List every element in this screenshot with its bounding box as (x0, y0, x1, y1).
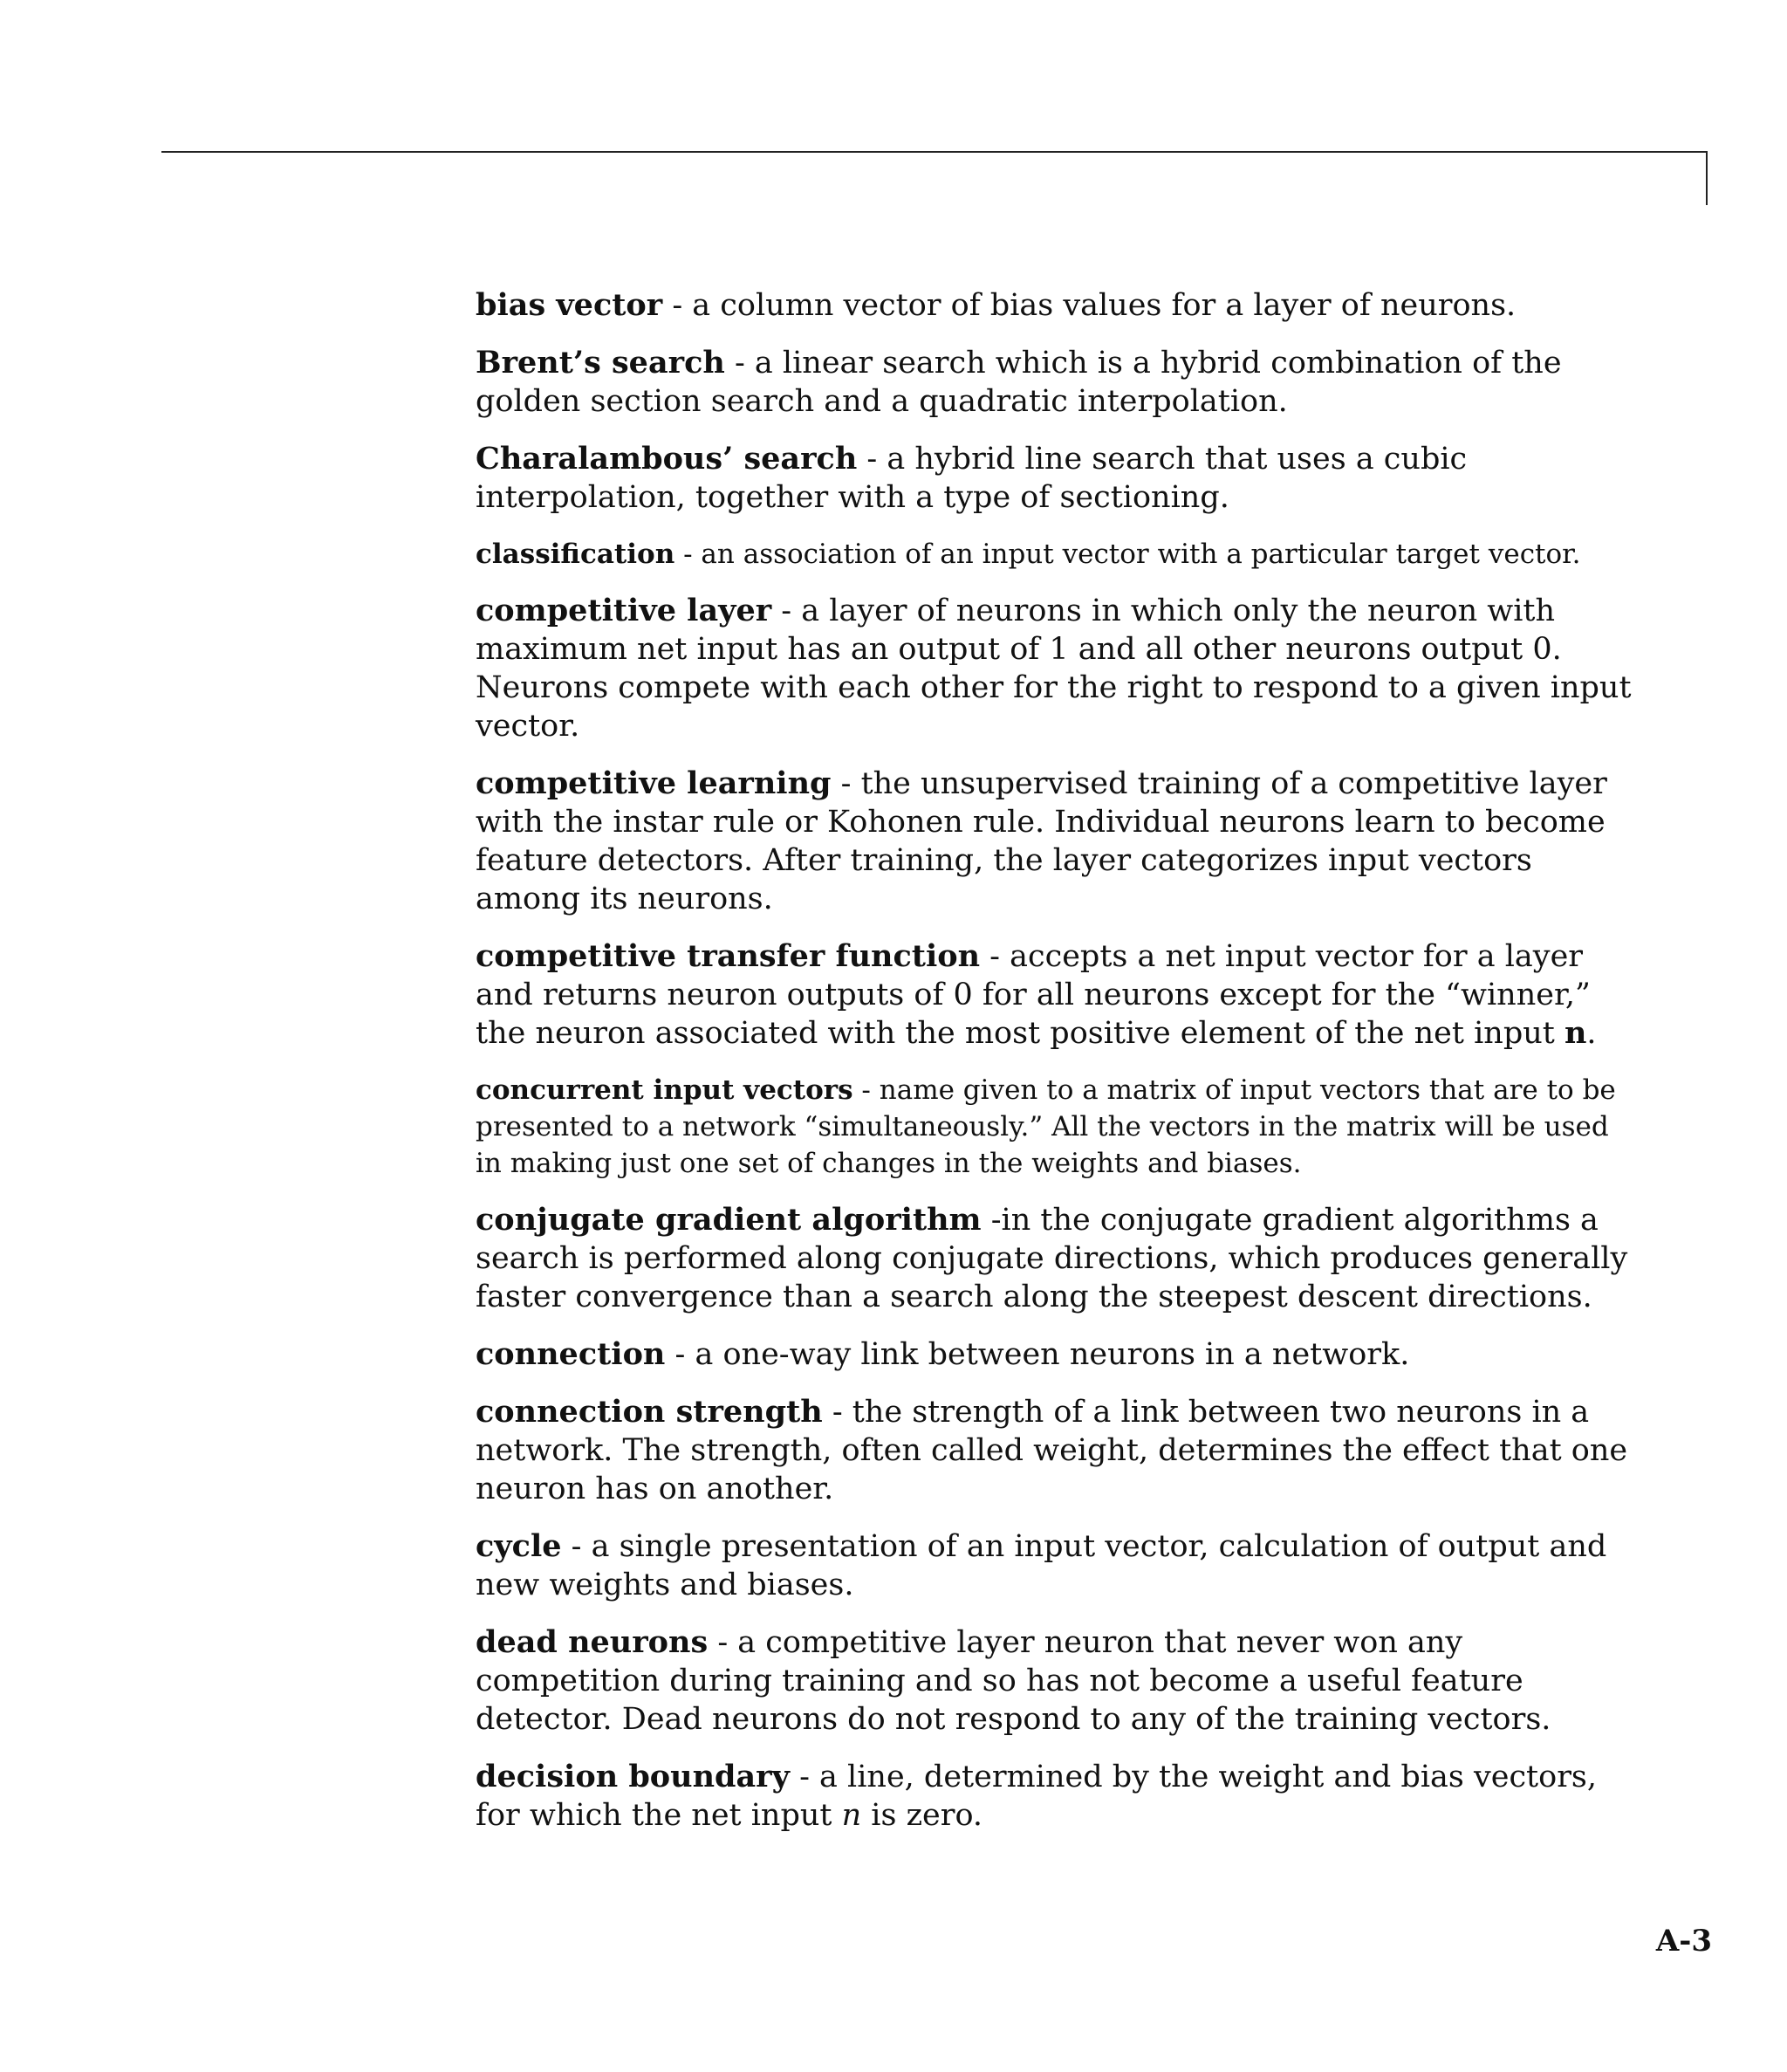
glossary-term: classification (476, 539, 675, 570)
glossary-term: bias vector (476, 287, 663, 323)
glossary-definition: - name given to a matrix of input vectors that are to be presented to a network “simultaneously.” All the vectors in the matrix will be used in making just one set of changes in the weights and biases. (476, 1074, 1616, 1179)
glossary-entry-bias-vector (476, 286, 1636, 325)
glossary-entry-brents-search (476, 344, 1636, 421)
glossary-entry-concurrent-input-vectors (476, 1072, 1636, 1182)
glossary-definition: - a one-way link between neurons in a network. (665, 1337, 1410, 1372)
glossary-definition: - a single presentation of an input vector, calculation of output and new weights and biases. (476, 1529, 1607, 1602)
header-rule (161, 151, 1708, 153)
glossary-term: connection (476, 1336, 666, 1372)
glossary-symbol-bold: n (1564, 1015, 1587, 1051)
glossary-symbol-italic: n (841, 1798, 862, 1833)
glossary-entry-classification (476, 536, 1636, 573)
glossary-definition: - an association of an input vector with a particular target vector. (674, 539, 1581, 570)
page-number: A-3 (1655, 1924, 1712, 1959)
glossary-entry-cycle (476, 1527, 1636, 1604)
glossary-definition: - a linear search which is a hybrid combination of the golden section search and a quadratic interpolation. (476, 346, 1562, 419)
glossary-definition: - a column vector of bias values for a layer of neurons. (662, 288, 1517, 323)
glossary-term: competitive transfer function (476, 938, 981, 974)
glossary-definition: - a layer of neurons in which only the neuron with maximum net input has an output of 1 and all other neurons output 0. Neurons compete with each other for the right to respond to a given input vector. (476, 593, 1632, 744)
glossary-term: competitive layer (476, 593, 772, 628)
glossary-entry-connection (476, 1335, 1636, 1374)
glossary-definition-end: is zero. (861, 1798, 983, 1833)
glossary-entry-conjugate-gradient-algorithm (476, 1201, 1636, 1316)
glossary-list (476, 286, 1636, 1854)
glossary-entry-decision-boundary (476, 1758, 1636, 1835)
glossary-entry-connection-strength (476, 1393, 1636, 1508)
glossary-term: cycle (476, 1528, 562, 1564)
glossary-term: Charalambous’ search (476, 441, 858, 477)
glossary-term: decision boundary (476, 1759, 790, 1794)
glossary-definition-end: . (1586, 1016, 1597, 1051)
glossary-definition: - the unsupervised training of a competitive layer with the instar rule or Kohonen rule. Individual neurons learn to become feature detectors. After training, the layer categorizes input vectors among its neurons. (476, 766, 1607, 916)
glossary-term: competitive learning (476, 765, 832, 801)
glossary-entry-charalambous-search (476, 440, 1636, 517)
glossary-entry-dead-neurons (476, 1623, 1636, 1739)
glossary-entry-competitive-transfer-function (476, 937, 1636, 1053)
header-corner-tick (1706, 151, 1708, 205)
glossary-definition: - accepts a net input vector for a layer and returns neuron outputs of 0 for all neurons except for the “winner,” the neuron associated with the most positive element of the net input (476, 939, 1591, 1051)
glossary-term: Brent’s search (476, 345, 725, 381)
glossary-definition: - a competitive layer neuron that never won any competition during training and so has not become a useful feature detector. Dead neurons do not respond to any of the training vectors. (476, 1625, 1551, 1737)
glossary-term: dead neurons (476, 1624, 709, 1660)
glossary-definition: - a hybrid line search that uses a cubic interpolation, together with a type of sectioning. (476, 442, 1468, 515)
glossary-term: concurrent input vectors (476, 1074, 853, 1106)
glossary-definition: - the strength of a link between two neurons in a network. The strength, often called weight, determines the effect that one neuron has on another. (476, 1395, 1628, 1506)
glossary-term: conjugate gradient algorithm (476, 1202, 982, 1238)
glossary-definition: -in the conjugate gradient algorithms a search is performed along conjugate directions, which produces generally faster convergence than a search along the steepest descent directions. (476, 1203, 1628, 1314)
glossary-term: connection strength (476, 1394, 823, 1430)
glossary-definition: - a line, determined by the weight and bias vectors, for which the net input (476, 1760, 1598, 1833)
glossary-entry-competitive-layer (476, 592, 1636, 745)
glossary-entry-competitive-learning (476, 765, 1636, 918)
